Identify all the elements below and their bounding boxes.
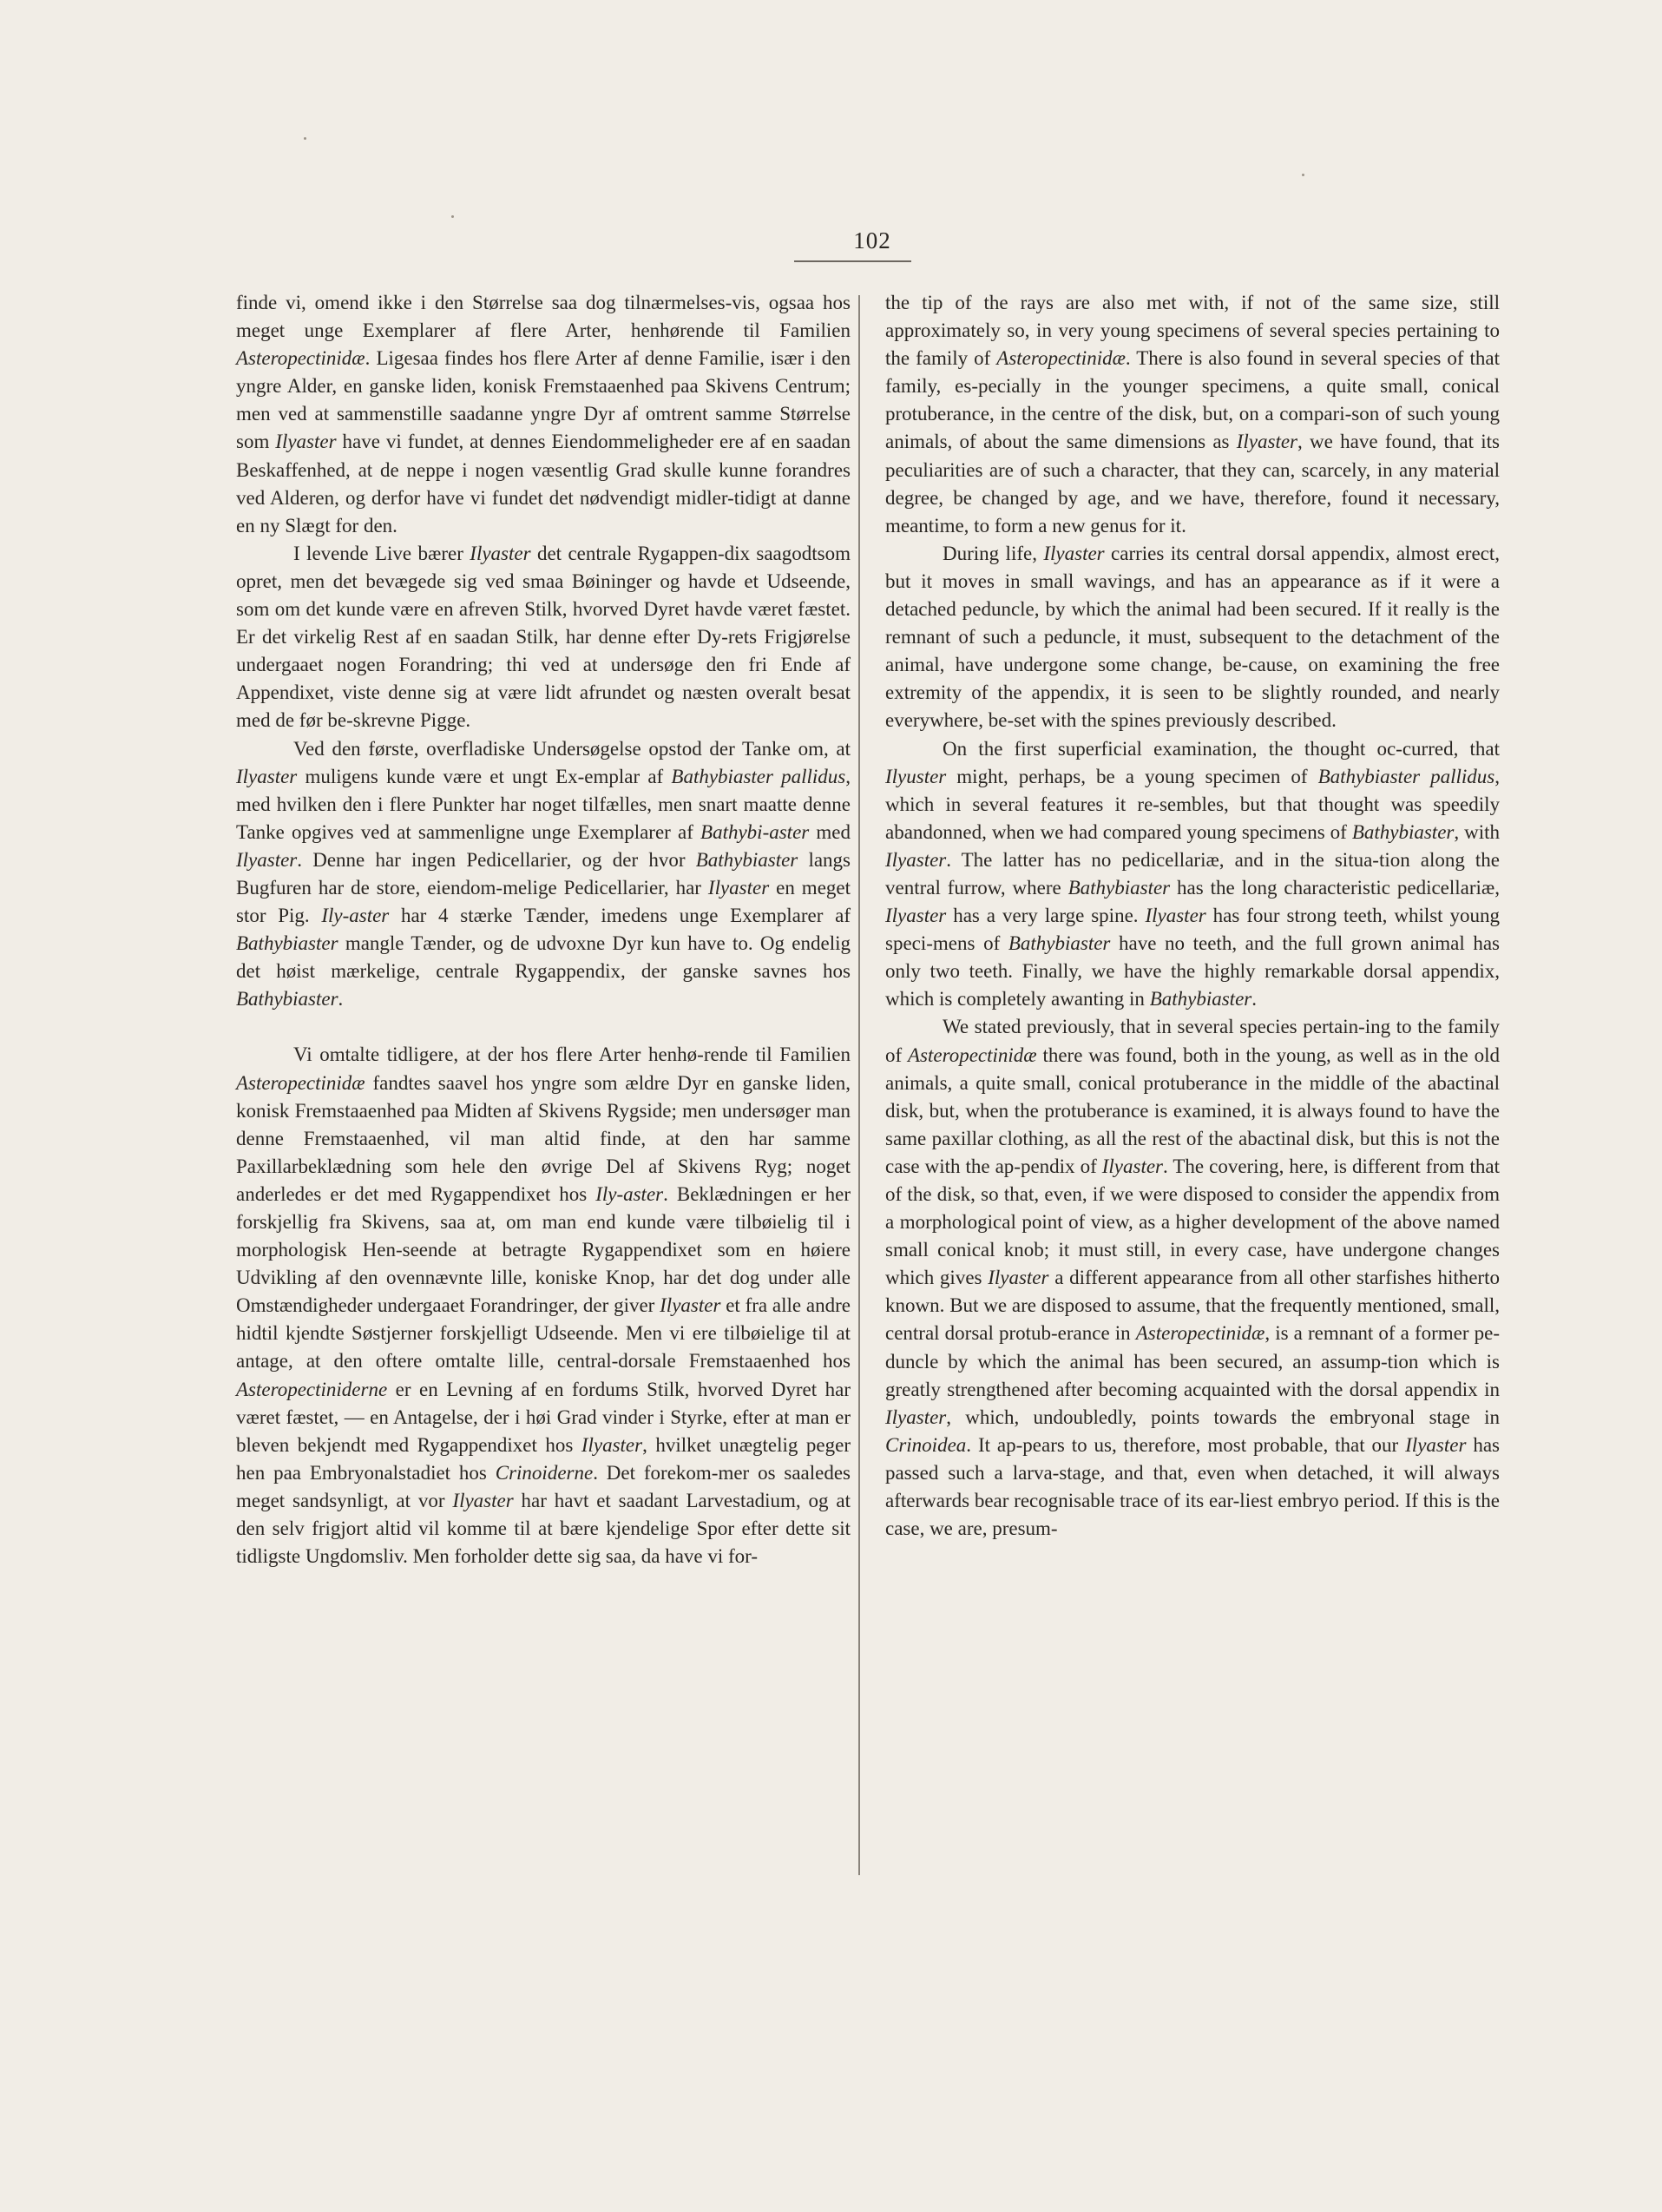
paper-speck bbox=[451, 215, 454, 218]
left-column-norwegian bbox=[236, 289, 851, 1570]
text-run: har 4 stærke Tænder, imedens unge Exemplarer af bbox=[389, 905, 851, 927]
taxon-name: Ilyuster bbox=[885, 765, 947, 787]
taxon-name: Ilyaster bbox=[581, 1433, 643, 1456]
text-run: . Beklædningen er her forskjellig fra Skivens, saa at, om man end kunde være tilbøielig til i morphologisk Hen-seende at betragte Rygappendixet som en høiere Udvikling af den ovennævnte lille, koniske Knop, har det dog under alle Omstændigheder undergaaet Forandringer, der giver bbox=[236, 1182, 851, 1317]
text-run: muligens kunde være et ungt Ex-emplar af bbox=[297, 765, 672, 787]
taxon-name: Asteropectinidæ bbox=[236, 347, 365, 370]
text-run: have vi fundet, at dennes Eiendommeligheder ere af en saadan Beskaffenhed, at de neppe i nogen væsentlig Grad skulle kunne forandres ved Alderen, og derfor have vi fundet det nødvendigt midler-tidigt at danne en ny Slægt for den. bbox=[236, 431, 851, 537]
text-run: has the long characteristic pedicellariæ, bbox=[1170, 876, 1501, 899]
taxon-name: Asteropectinidæ bbox=[996, 347, 1126, 370]
column-divider bbox=[858, 295, 860, 1875]
taxon-name: Ilyaster bbox=[236, 765, 298, 787]
text-run: might, perhaps, be a young specimen of bbox=[946, 765, 1318, 787]
taxon-name: Bathybiaster bbox=[1149, 988, 1252, 1011]
text-run: . Det forekom-mer os saaledes meget sandsynligt, at vor bbox=[236, 1461, 851, 1511]
taxon-name: Asteropectinidæ bbox=[236, 1071, 365, 1094]
taxon-name: Bathybiaster pallidus bbox=[1317, 765, 1495, 787]
taxon-name: Bathybiaster bbox=[695, 848, 798, 871]
text-run: . bbox=[338, 988, 344, 1011]
paragraph bbox=[236, 735, 851, 1014]
taxon-name: Ilyaster bbox=[275, 431, 337, 453]
taxon-name: Ilyaster bbox=[885, 848, 947, 871]
taxon-name: Ilyaster bbox=[988, 1267, 1049, 1289]
text-run: , we have found, that its peculiarities are of such a character, that they can, scarcely, in any material degree, be changed by age, and we have, therefore, found it necessary, meantime, to form a new genus for it. bbox=[885, 431, 1500, 537]
text-run: Vi omtalte tidligere, at der hos flere Arter henhø-rende til Familien bbox=[293, 1043, 851, 1066]
taxon-name: Ilyaster bbox=[885, 905, 947, 927]
text-run: , which in several features it re-sembles, but that thought was speedily abandonned, when we had compared young specimens of bbox=[885, 765, 1500, 843]
text-run: , with bbox=[1454, 820, 1500, 843]
taxon-name: Asteropectiniderne bbox=[236, 1378, 388, 1400]
text-run: carries its central dorsal appendix, almost erect, but it moves in small wavings, and has an appearance as if it were a detached peduncle, by which the animal had been secured. If it really is the remnant of such a peduncle, it must, subsequent to the detachment of the animal, have undergone some change, be-cause, on examining the free extremity of the appendix, it is seen to be slightly rounded, and nearly everywhere, be-set with the spines previously described. bbox=[885, 542, 1500, 732]
text-run: the tip of the rays are also met with, if not of the same size, still approximately so, in very young specimens of several species pertaining to the family of bbox=[885, 292, 1500, 370]
taxon-name: Bathybiaster bbox=[236, 932, 338, 955]
paragraph bbox=[236, 1041, 851, 1570]
text-run: . It ap-pears to us, therefore, most probable, that our bbox=[966, 1433, 1406, 1456]
text-run: , hvilket unægtelig peger hen paa Embryonalstadiet hos bbox=[236, 1433, 851, 1484]
taxon-name: Ilyaster bbox=[452, 1489, 514, 1511]
text-run: . Denne har ingen Pedicellarier, og der hvor bbox=[297, 848, 696, 871]
text-run: a different appearance from all other starfishes hitherto known. But we are disposed to assume, that the frequently mentioned, small, central dorsal protub-erance in bbox=[885, 1267, 1500, 1345]
taxon-name: Bathybi-aster bbox=[700, 820, 810, 843]
taxon-name: Bathybiaster bbox=[236, 988, 338, 1011]
taxon-name: Bathybiaster bbox=[1008, 932, 1111, 955]
taxon-name: Crinoidea bbox=[885, 1433, 967, 1456]
text-run: I levende Live bærer bbox=[293, 542, 470, 564]
text-run: . Ligesaa findes hos flere Arter af denne Familie, især i den yngre Alder, en ganske liden, konisk Fremstaaenhed paa Skivens Centrum; men ved at sammenstille saadanne yngre Dyr af omtrent samme Størrelse som bbox=[236, 347, 851, 453]
text-run: et fra alle andre hidtil kjendte Søstjerner forskjelligt Udseende. Men vi ere tilbøielige til at antage, at den oftere omtalte lille, central-dorsale Fremstaaenhed hos bbox=[236, 1294, 851, 1373]
paragraph bbox=[885, 289, 1500, 540]
text-run: en meget stor Pig. bbox=[236, 876, 851, 927]
text-run: med bbox=[809, 820, 851, 843]
text-run: finde vi, omend ikke i den Størrelse saa dog tilnærmelses-vis, ogsaa hos meget unge Exemplarer af flere Arter, henhørende til Familien bbox=[236, 292, 851, 342]
text-run: During life, bbox=[943, 542, 1044, 564]
taxon-name: Ilyaster bbox=[236, 848, 298, 871]
taxon-name: Ilyaster bbox=[1145, 905, 1206, 927]
taxon-name: Ilyaster bbox=[1101, 1155, 1163, 1177]
taxon-name: Ilyaster bbox=[470, 542, 531, 564]
text-run: has passed such a larva-stage, and that, even when detached, it will always afterwards bear recognisable trace of its ear-liest embryo period. If this is the case, we are, presum- bbox=[885, 1433, 1500, 1540]
text-run: We stated previously, that in several species pertain-ing to the family of bbox=[885, 1016, 1500, 1066]
taxon-name: Ily-aster bbox=[595, 1182, 664, 1205]
taxon-name: Crinoiderne bbox=[495, 1461, 594, 1484]
paragraph bbox=[885, 735, 1500, 1014]
taxon-name: Ilyaster bbox=[707, 876, 770, 899]
paragraph bbox=[885, 540, 1500, 735]
text-run: there was found, both in the young, as well as in the old animals, a quite small, conical protuberance in the middle of the abactinal disk, but, when the protuberance is examined, it is always found to have the same paxillar clothing, as all the rest of the abactinal disk, but this is not the case with the ap-pendix of bbox=[885, 1043, 1500, 1177]
text-run: . The latter has no pedicellariæ, and in the situa-tion along the ventral furrow, where bbox=[885, 848, 1500, 899]
taxon-name: Bathybiaster bbox=[1067, 876, 1171, 899]
text-run: . The covering, here, is different from that of the disk, so that, even, if we were disposed to consider the appendix from a morphological point of view, as a higher development of the above named small conical knob; it must still, in every case, have undergone changes which gives bbox=[885, 1155, 1500, 1289]
taxon-name: Ilyaster bbox=[660, 1294, 721, 1317]
right-column-english bbox=[885, 289, 1500, 1543]
text-run: det centrale Rygappen-dix saagodtsom opret, men det bevægede sig ved smaa Bøininger og havde et Udseende, som om det kunde være en afreven Stilk, hvorved Dyret havde været fæstet. Er det virkelig Rest af en saadan Stilk, har denne efter Dy-rets Frigjørelse undergaaet nogen Forandring; thi ved at undersøge den fri Ende af Appendixet, viste denne sig at være lidt afrundet og næsten overalt besat med de før be-skrevne Pigge. bbox=[236, 542, 851, 732]
text-run: has four strong teeth, whilst young speci-mens of bbox=[885, 905, 1500, 955]
text-run: Ved den første, overfladiske Undersøgelse opstod der Tanke om, at bbox=[293, 737, 851, 760]
text-run: mangle Tænder, og de udvoxne Dyr kun have to. Og endelig det høist mærkelige, centrale Rygappendix, der ganske savnes hos bbox=[236, 932, 851, 983]
taxon-name: Ilyaster bbox=[1405, 1433, 1467, 1456]
taxon-name: Bathybiaster bbox=[1351, 820, 1455, 843]
paragraph bbox=[885, 1013, 1500, 1543]
text-run: er en Levning af en fordums Stilk, hvorved Dyret har været fæstet, — en Antagelse, der i høi Grad vinder i Styrke, efter at man er bleven bekjendt med Rygappendixet hos bbox=[236, 1378, 851, 1456]
text-run: fandtes saavel hos yngre som ældre Dyr en ganske liden, konisk Fremstaaenhed paa Midten af Skivens Rygside; men undersøger man denne Fremstaaenhed, vil man altid finde, at den har samme Paxillarbeklædning som hele den øvrige Del af Skivens Ryg; noget anderledes er det med Rygappendixet hos bbox=[236, 1071, 851, 1205]
paper-speck bbox=[304, 137, 306, 140]
text-run: . bbox=[1251, 988, 1257, 1011]
text-run: , is a remnant of a former pe-duncle by which the animal has been secured, an assump-tion which is greatly strengthened after becoming acquainted with the dorsal appendix in bbox=[885, 1322, 1500, 1400]
taxon-name: Ily-aster bbox=[321, 905, 390, 927]
page-number-rule bbox=[794, 260, 911, 262]
paragraph bbox=[236, 540, 851, 735]
paper-speck bbox=[1302, 174, 1304, 176]
text-run: , which, undoubledly, points towards the embryonal stage in bbox=[946, 1406, 1500, 1428]
taxon-name: Ilyaster bbox=[1043, 542, 1105, 564]
taxon-name: Asteropectinidæ bbox=[908, 1043, 1037, 1066]
paragraph bbox=[236, 289, 851, 540]
text-run: . There is also found in several species of that family, es-pecially in the younger specimens, a quite small, conical protuberance, in the centre of the disk, but, on a compari-son of such young animals, of about the same dimensions as bbox=[885, 347, 1501, 453]
taxon-name: Ilyaster bbox=[1236, 431, 1298, 453]
taxon-name: Asteropectinidæ bbox=[1135, 1322, 1265, 1345]
text-run: har havt et saadant Larvestadium, og at den selv frigjort altid vil komme til at bære kjendelige Spor efter dette sit tidligste Ungdomsliv. Men forholder dette sig saa, da have vi for- bbox=[236, 1489, 851, 1568]
page-number: 102 bbox=[853, 227, 891, 253]
taxon-name: Bathybiaster pallidus bbox=[671, 765, 846, 787]
text-run: has a very large spine. bbox=[946, 905, 1146, 927]
text-run: , med hvilken den i flere Punkter har noget tilfælles, men snart maatte denne Tanke opgives ved at sammenligne unge Exemplarer af bbox=[236, 765, 851, 843]
text-run: langs Bugfuren har de store, eiendom-melige Pedicellarier, har bbox=[236, 848, 851, 899]
text-run: have no teeth, and the full grown animal has only two teeth. Finally, we have the highly remarkable dorsal appendix, which is completely awanting in bbox=[885, 932, 1500, 1011]
text-run: On the first superficial examination, the thought oc-curred, that bbox=[943, 737, 1500, 760]
taxon-name: Ilyaster bbox=[885, 1406, 947, 1428]
